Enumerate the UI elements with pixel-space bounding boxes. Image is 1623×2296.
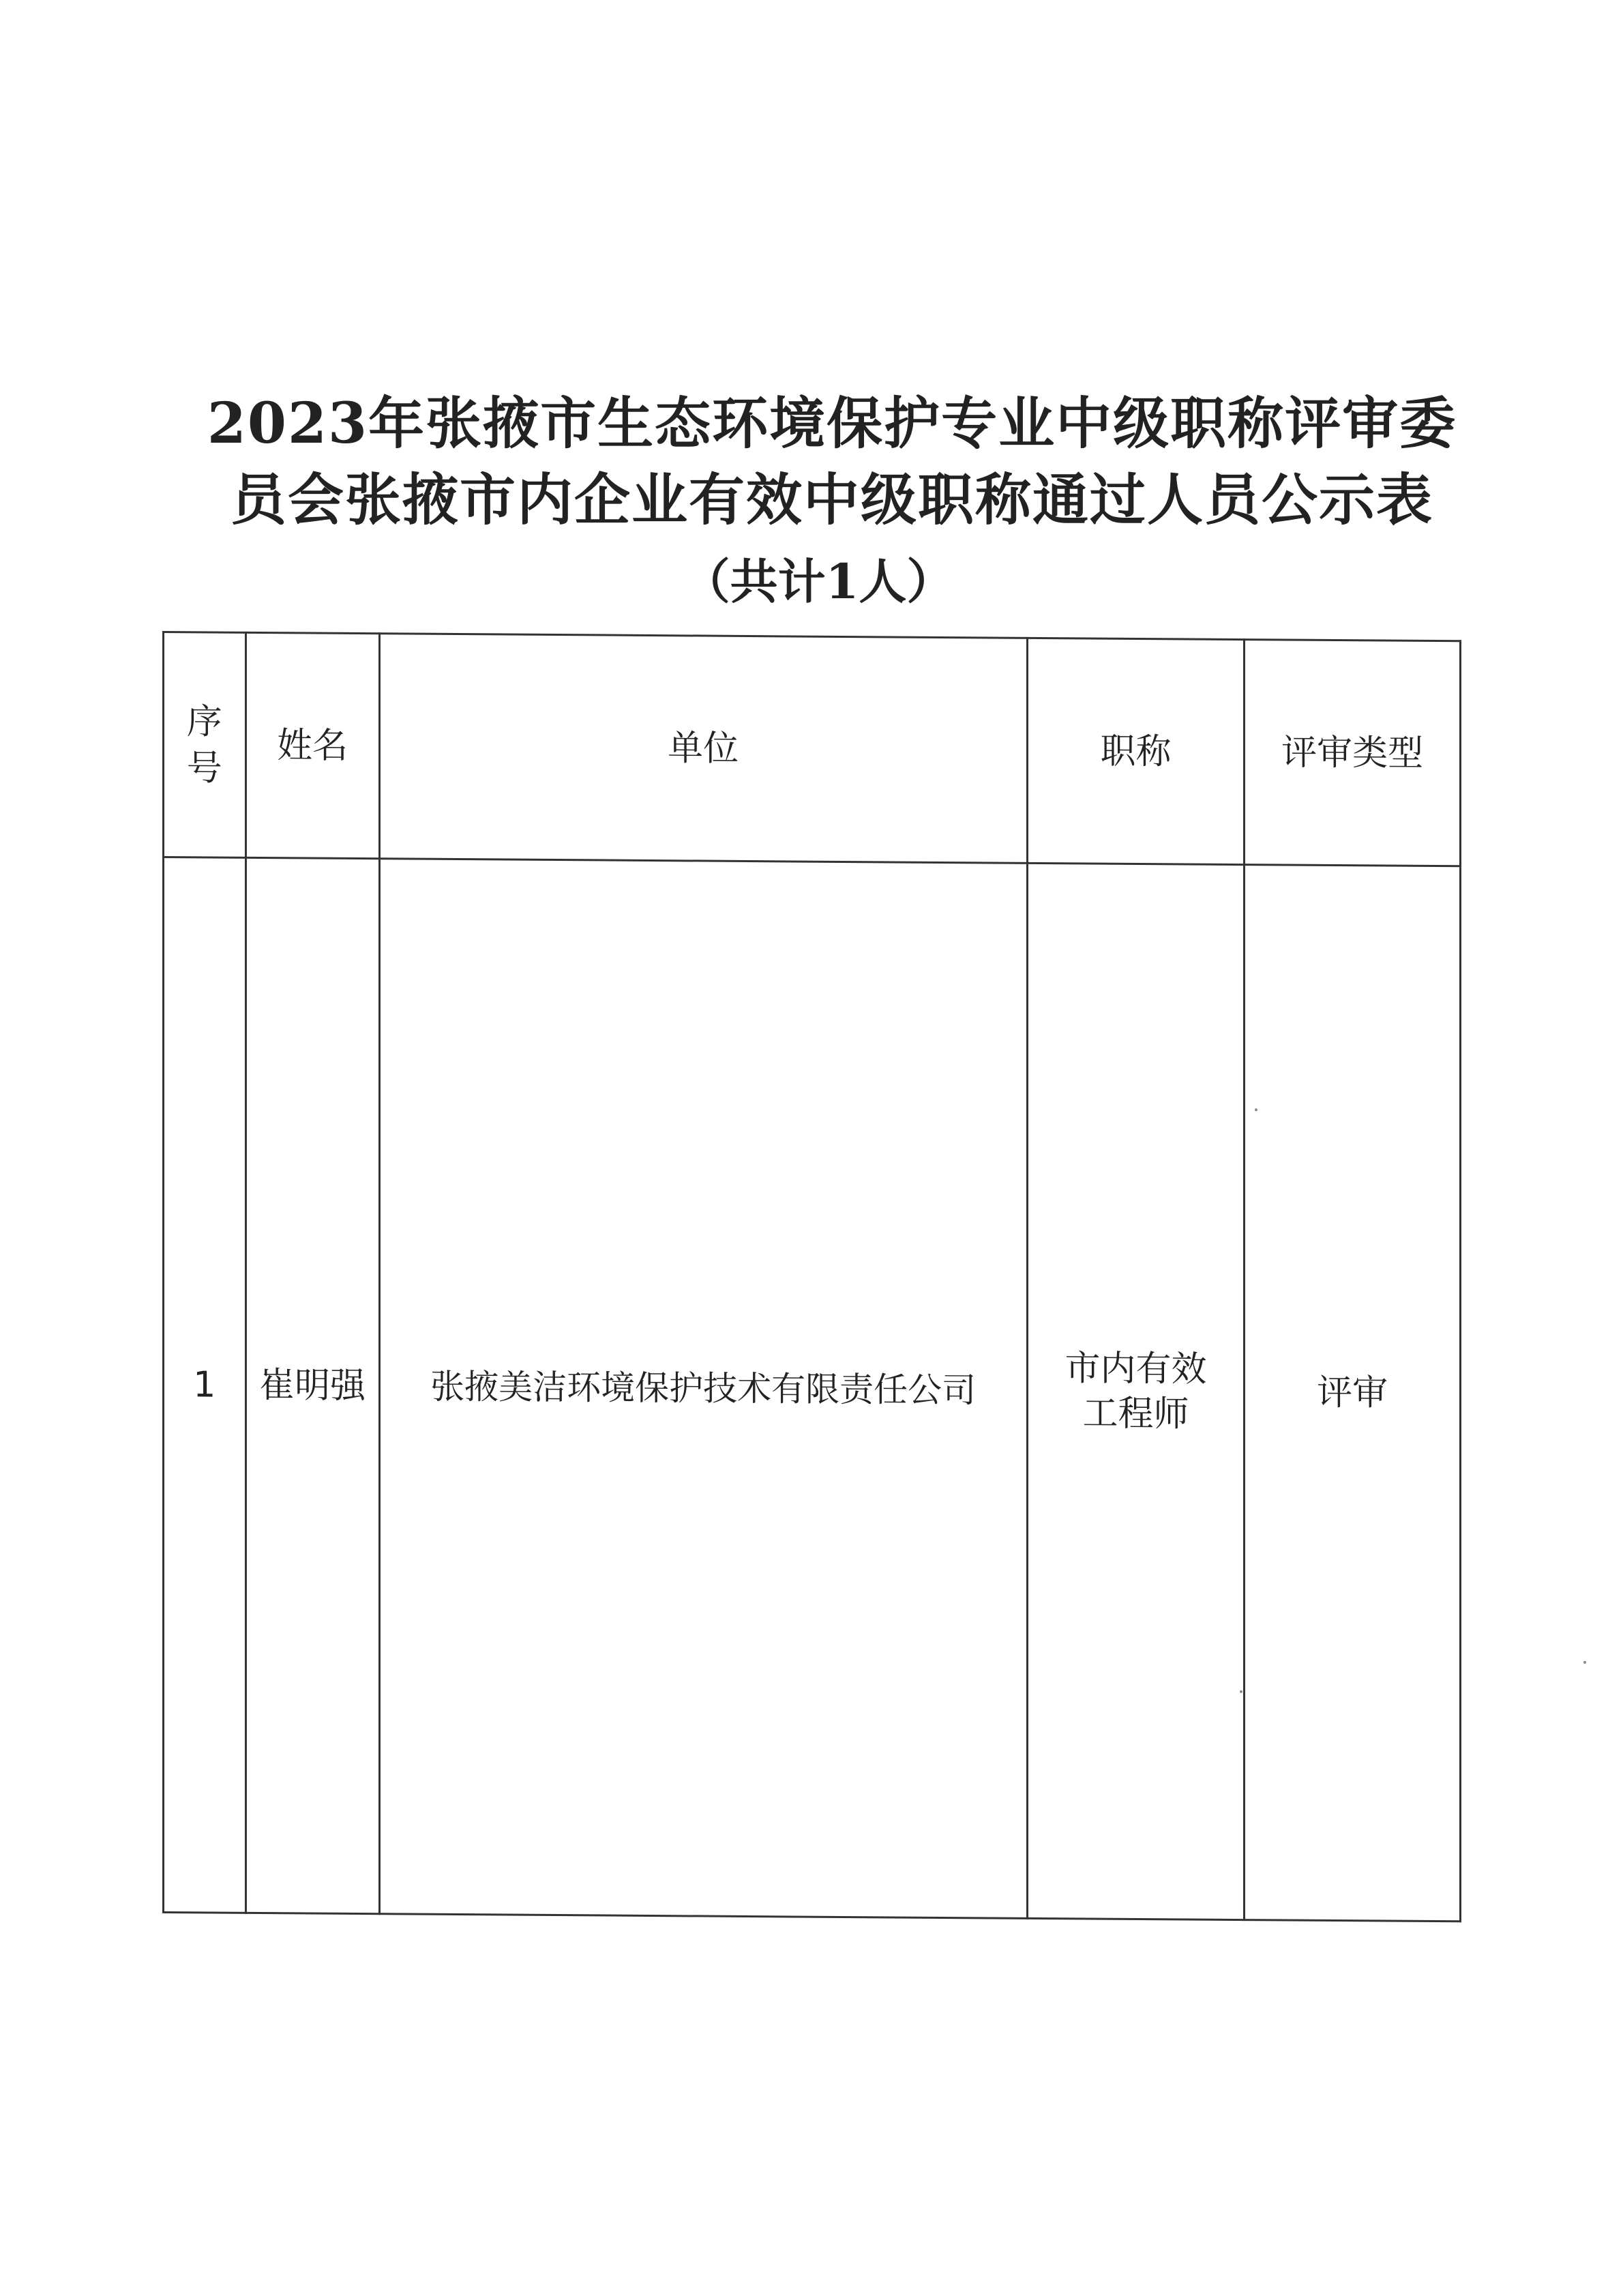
table-header-row xyxy=(164,632,1461,866)
cell-review-type: 评审 xyxy=(1245,865,1461,1922)
header-review-type: 评审类型 xyxy=(1245,640,1461,866)
table-row xyxy=(164,857,1461,1922)
header-title: 职称 xyxy=(1027,638,1245,864)
header-name: 姓名 xyxy=(245,632,379,858)
scan-speck xyxy=(1255,1108,1257,1111)
table-container xyxy=(162,631,1461,1922)
cell-unit: 张掖美洁环境保护技术有限责任公司 xyxy=(379,859,1027,1919)
document-title xyxy=(184,385,1480,538)
title-line-1: 2023年张掖市生态环境保护专业中级职称评审委 xyxy=(207,391,1457,456)
scan-speck xyxy=(1240,1690,1242,1693)
scan-speck xyxy=(1583,1661,1586,1664)
cell-seq: 1 xyxy=(164,857,246,1913)
cell-name: 崔明强 xyxy=(245,857,379,1913)
document-subtitle: （共计1人） xyxy=(682,553,955,610)
header-unit: 单位 xyxy=(379,634,1027,864)
header-seq: 序号 xyxy=(164,632,246,858)
personnel-table xyxy=(162,631,1461,1922)
title-line-2: 员会张掖市内企业有效中级职称通过人员公示表 xyxy=(230,467,1433,533)
cell-title: 市内有效工程师 xyxy=(1027,863,1245,1919)
